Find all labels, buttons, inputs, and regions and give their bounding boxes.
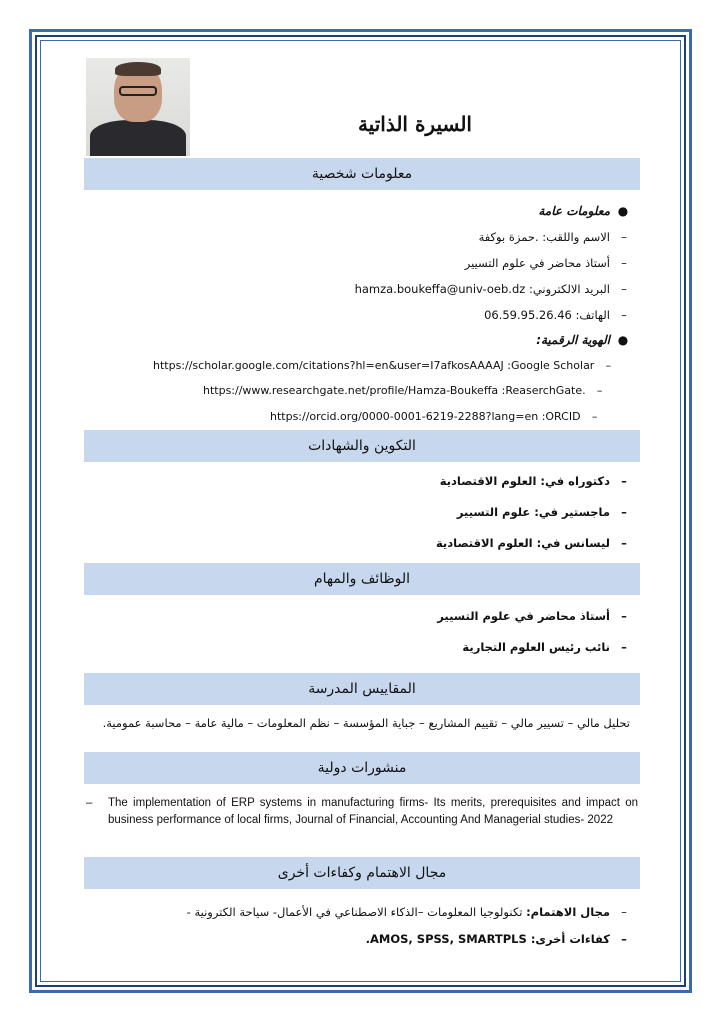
general-info-heading: ●معلومات عامة — [538, 204, 629, 218]
name-row: –الاسم واللقب: .حمزة بوكفة — [478, 230, 627, 244]
digital-identity-heading: ●الهوية الرقمية: — [536, 333, 629, 347]
education-item: –ليسانس في: العلوم الاقتصادية — [435, 536, 627, 550]
section-personal-info: معلومات شخصية — [84, 158, 640, 190]
section-interests: مجال الاهتمام وكفاءات أخرى — [84, 857, 640, 889]
section-jobs: الوظائف والمهام — [84, 563, 640, 595]
phone-row: –الهاتف: 06.59.95.26.46 — [484, 308, 627, 322]
job-item: –نائب رئيس العلوم التجارية — [462, 640, 627, 654]
education-item: –ماجستير في: علوم التسيير — [456, 505, 627, 519]
position-row: –أستاذ محاضر في علوم التسيير — [464, 256, 627, 270]
email-row: –البريد الالكتروني: hamza.boukeffa@univ-oeb.dz — [354, 282, 627, 296]
publication-item: – The implementation of ERP systems in manufacturing firms- Its merits, prerequisites and impact on business performance of local firms, Journal of Financial, Accounting And Managerial studies- 2022 — [86, 797, 638, 826]
skills-row: –كفاءات أخرى: AMOS, SPSS, SMARTPLS. — [365, 932, 627, 946]
interests-row: –مجال الاهتمام: تكنولوجيا المعلومات –الذكاء الاصطناعي في الأعمال- سياحة الكترونية - — [186, 905, 627, 919]
section-publications: منشورات دولية — [84, 752, 640, 784]
section-education: التكوين والشهادات — [84, 430, 640, 462]
job-item: –أستاذ محاضر في علوم التسيير — [437, 609, 627, 623]
education-item: –دكتوراه في: العلوم الاقتصادية — [439, 474, 627, 488]
section-modules: المقاييس المدرسة — [84, 673, 640, 705]
researchgate-link[interactable]: https://www.researchgate.net/profile/Hamza-Boukeffa :ReaserchGate. – — [203, 384, 603, 397]
page-title: السيرة الذاتية — [357, 112, 472, 136]
orcid-link[interactable]: https://orcid.org/0000-0001-6219-2288?lang=en :ORCID – — [270, 410, 598, 423]
google-scholar-link[interactable]: https://scholar.google.com/citations?hl=en&user=I7afkosAAAAJ :Google Scholar – — [153, 359, 612, 372]
profile-photo — [86, 58, 190, 156]
modules-text: تحليل مالي – تسيير مالي – تقييم المشاريع – جباية المؤسسة – نظم المعلومات – مالية عامة – محاسبة عمومية. — [102, 716, 630, 730]
